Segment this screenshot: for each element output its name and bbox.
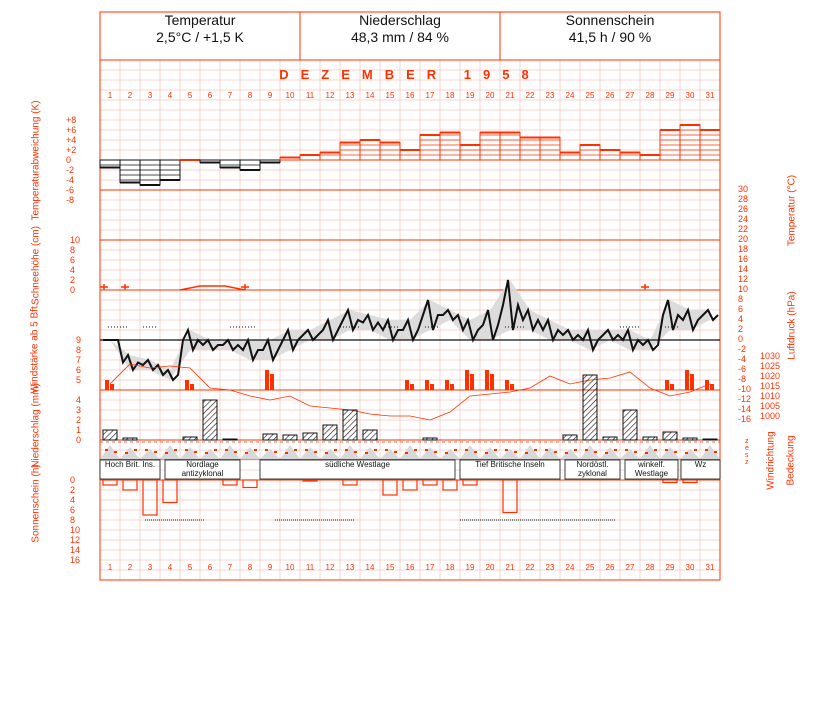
day-label-bottom: 2 [127, 563, 133, 572]
precip-bar [603, 437, 617, 440]
snow-tick: 4 [70, 265, 76, 275]
header-sunshine [500, 12, 720, 60]
day-label-bottom: 4 [167, 563, 173, 572]
wind-tick: 9 [76, 335, 82, 345]
day-label-bottom: 31 [705, 563, 715, 572]
temperature-label: Temperatur (°C) [786, 174, 798, 247]
precip-label: Niederschlag (mm) [30, 383, 42, 468]
precip-bar [343, 410, 357, 440]
sunshine-tick: 6 [70, 505, 76, 515]
day-label-bottom: 5 [187, 563, 193, 572]
day-label-bottom: 10 [285, 563, 295, 572]
day-label-bottom: 24 [565, 563, 575, 572]
temp-anomaly-bar [220, 160, 240, 168]
wind-bar [190, 384, 194, 390]
precip-bar [263, 434, 277, 440]
day-label-bottom: 15 [385, 563, 395, 572]
sunshine-tick: 14 [70, 545, 81, 555]
wind-label: Windstärke ab 5 Bft. [29, 303, 41, 394]
temperature-tick: 22 [738, 224, 749, 234]
day-label-top: 2 [127, 91, 133, 100]
pressure-tick: 1005 [760, 401, 781, 411]
day-label-top: 10 [285, 91, 295, 100]
day-label-top: 28 [645, 91, 655, 100]
wind-bar [470, 374, 474, 390]
day-label-bottom: 19 [465, 563, 475, 572]
wind-bar [185, 380, 189, 390]
snow-tick: 10 [70, 235, 81, 245]
temp-anomaly-bar [420, 135, 440, 160]
day-label-top: 6 [207, 91, 213, 100]
header-temperature [100, 12, 300, 60]
precip-tick: 1 [76, 425, 82, 435]
sunshine-tick: 16 [70, 555, 81, 565]
precip-bar [563, 435, 577, 440]
wind-bar [670, 384, 674, 390]
wind-bar [490, 374, 494, 390]
weather-type-label: südliche Westlage [325, 460, 390, 469]
temp-anomaly-bar [500, 133, 520, 161]
temperature-tick: 4 [738, 314, 744, 324]
wind-bar [265, 370, 269, 390]
sunshine-bar [683, 480, 697, 483]
precip-bar [303, 433, 317, 440]
day-label-top: 18 [445, 91, 455, 100]
day-label-top: 7 [227, 91, 233, 100]
snow-label: Schneehöhe (cm) [30, 226, 42, 305]
sunshine-tick: 12 [70, 535, 81, 545]
day-label-top: 29 [665, 91, 675, 100]
temperature-tick: 30 [738, 184, 749, 194]
wind-tick: 6 [76, 365, 82, 375]
sunshine-bar [243, 480, 257, 488]
wind-bar [405, 380, 409, 390]
temperature-tick: 28 [738, 194, 749, 204]
day-label-top: 11 [305, 91, 315, 100]
day-label-top: 30 [685, 91, 695, 100]
precip-bar [683, 438, 697, 440]
precip-bar [623, 410, 637, 440]
wind-bar [110, 384, 114, 390]
precip-bar [323, 425, 337, 440]
temp-anomaly-bar [540, 138, 560, 161]
wind-bar [105, 380, 109, 390]
day-label-top: 19 [465, 91, 475, 100]
day-label-top: 5 [187, 91, 193, 100]
month-title: DEZEMBER 1958 [279, 67, 541, 82]
sunshine-bar [503, 480, 517, 513]
sunshine-tick: 10 [70, 525, 81, 535]
day-label-top: 26 [605, 91, 615, 100]
wind-bar [465, 370, 469, 390]
precip-bar [123, 438, 137, 440]
day-label-top: 4 [167, 91, 173, 100]
wind-bar [450, 384, 454, 390]
sun-label: Sonnenschein (h) [30, 464, 42, 543]
snow-depth-line [180, 286, 245, 290]
precip-bar [283, 435, 297, 440]
temp-anomaly-tick: +8 [66, 115, 77, 125]
sunshine-bar [403, 480, 417, 490]
weather-type-label: Hoch Brit. Ins. [104, 460, 156, 469]
precip-bar [183, 437, 197, 440]
day-label-bottom: 12 [325, 563, 335, 572]
day-label-top: 9 [267, 91, 273, 100]
day-label-top: 31 [705, 91, 715, 100]
sunshine-bar [343, 480, 357, 485]
temperature-tick: 26 [738, 204, 749, 214]
temperature-tick: -16 [738, 414, 752, 424]
day-label-top: 27 [625, 91, 635, 100]
sunshine-bar [223, 480, 237, 485]
temperature-tick: 20 [738, 234, 749, 244]
temp-anomaly-bar [560, 153, 580, 161]
precip-bar [223, 439, 237, 440]
sunshine-bar [443, 480, 457, 490]
day-label-bottom: 8 [247, 563, 253, 572]
wind-bar [270, 374, 274, 390]
wind-direction-tick: z [745, 459, 749, 466]
precip-tick: 4 [76, 395, 82, 405]
wind-bar [430, 384, 434, 390]
day-label-top: 13 [345, 91, 355, 100]
temperature-tick: -10 [738, 384, 752, 394]
day-label-bottom: 30 [685, 563, 695, 572]
day-label-bottom: 23 [545, 563, 555, 572]
sunshine-bar [663, 480, 677, 483]
temp-anomaly-bar [120, 160, 140, 183]
temperature-tick: 12 [738, 274, 749, 284]
weather-type-label: winkelf. Westlage [634, 460, 669, 478]
cloud-cover-band [100, 445, 720, 459]
wind-bar [445, 380, 449, 390]
wind-direction-label: Windrichtung [765, 431, 777, 490]
snow-tick: 6 [70, 255, 76, 265]
weather-type-label: Tief Britische Inseln [475, 460, 545, 469]
sunshine-tick: 8 [70, 515, 76, 525]
precip-bar [643, 437, 657, 440]
day-label-bottom: 22 [525, 563, 535, 572]
temperature-tick: 14 [738, 264, 749, 274]
weather-type-label: Wz [694, 460, 707, 469]
wind-tick: 5 [76, 375, 82, 385]
day-label-top: 3 [147, 91, 153, 100]
temp-anomaly-bar [460, 145, 480, 160]
header-sunshine-value: 41,5 h / 90 % [568, 29, 652, 45]
wind-bar [510, 384, 514, 390]
pressure-tick: 1015 [760, 381, 781, 391]
wind-bar [685, 370, 689, 390]
temp-anomaly-tick: 0 [66, 155, 72, 165]
temp-anomaly-bar [520, 138, 540, 161]
day-label-bottom: 21 [505, 563, 515, 572]
wind-bar [505, 380, 509, 390]
day-label-top: 14 [365, 91, 375, 100]
day-label-bottom: 26 [605, 563, 615, 572]
day-label-top: 12 [325, 91, 335, 100]
wind-bar [425, 380, 429, 390]
temp-anomaly-tick: +2 [66, 145, 77, 155]
temp-anomaly-tick: +4 [66, 135, 77, 145]
temperature-tick: 6 [738, 304, 744, 314]
day-label-bottom: 11 [305, 563, 315, 572]
pressure-tick: 1020 [760, 371, 781, 381]
wind-direction-tick: z [745, 438, 749, 445]
temp-anomaly-tick: -4 [66, 175, 75, 185]
temp-anomaly-bar [440, 133, 460, 161]
temp-anomaly-bar [100, 160, 120, 168]
sunshine-bar [383, 480, 397, 495]
day-label-top: 25 [585, 91, 595, 100]
temperature-tick: -14 [738, 404, 752, 414]
day-label-bottom: 28 [645, 563, 655, 572]
day-label-top: 15 [385, 91, 395, 100]
header-sunshine-title: Sonnenschein [565, 12, 655, 28]
precip-bar [423, 438, 437, 440]
sunshine-bar [303, 480, 317, 481]
day-label-bottom: 25 [585, 563, 595, 572]
temperature-tick: 8 [738, 294, 744, 304]
day-label-bottom: 27 [625, 563, 635, 572]
day-label-bottom: 1 [107, 563, 113, 572]
wind-direction-tick: s [745, 452, 749, 459]
temperature-tick: 16 [738, 254, 749, 264]
weather-type-label: Nordlage antizyklonal [181, 460, 224, 478]
sunshine-bar [103, 480, 117, 485]
wind-tick: 7 [76, 355, 82, 365]
sunshine-tick: 2 [70, 485, 76, 495]
day-label-top: 16 [405, 91, 415, 100]
temperature-tick: 2 [738, 324, 744, 334]
header-temperature-title: Temperatur [164, 12, 236, 28]
wind-tick: 8 [76, 345, 82, 355]
day-label-top: 23 [545, 91, 555, 100]
precip-bar [583, 375, 597, 440]
temp-anomaly-bar [620, 153, 640, 161]
precip-bar [363, 430, 377, 440]
header-temperature-value: 2,5°C / +1,5 K [156, 29, 244, 45]
precip-tick: 0 [76, 435, 82, 445]
temp-anomaly-bar [580, 145, 600, 160]
day-label-bottom: 3 [147, 563, 153, 572]
temperature-tick: -2 [738, 344, 747, 354]
day-label-bottom: 7 [227, 563, 233, 572]
day-label-bottom: 16 [405, 563, 415, 572]
day-label-top: 24 [565, 91, 575, 100]
snow-tick: 2 [70, 275, 76, 285]
temp-anomaly-bar [480, 133, 500, 161]
header-precipitation-value: 48,3 mm / 84 % [350, 29, 450, 45]
day-label-top: 17 [425, 91, 435, 100]
day-label-top: 21 [505, 91, 515, 100]
snow-tick: 0 [70, 285, 76, 295]
temperature-tick: -8 [738, 374, 747, 384]
day-label-bottom: 18 [445, 563, 455, 572]
wind-bar [410, 384, 414, 390]
temp-anomaly-tick: +6 [66, 125, 77, 135]
pressure-tick: 1000 [760, 411, 781, 421]
day-label-bottom: 20 [485, 563, 495, 572]
pressure-tick: 1025 [760, 361, 781, 371]
sunshine-bar [463, 480, 477, 485]
day-label-top: 1 [107, 91, 113, 100]
temperature-tick: 18 [738, 244, 749, 254]
temperature-tick: -6 [738, 364, 747, 374]
sunshine-tick: 4 [70, 495, 76, 505]
header-precipitation-title: Niederschlag [359, 12, 441, 28]
precip-bar [103, 430, 117, 440]
sunshine-tick: 0 [70, 475, 76, 485]
temperature-tick: 10 [738, 284, 749, 294]
temp-anomaly-bar [320, 153, 340, 161]
day-label-top: 22 [525, 91, 535, 100]
precip-bar [203, 400, 217, 440]
temperature-tick: -4 [738, 354, 747, 364]
precip-bar [663, 432, 677, 440]
day-label-bottom: 17 [425, 563, 435, 572]
day-label-top: 8 [247, 91, 253, 100]
wind-direction-tick: e [745, 445, 749, 452]
precip-bar [703, 439, 717, 440]
weather-type-label: Nordöstl. zyklonal [576, 460, 609, 478]
temperature-tick: -12 [738, 394, 752, 404]
temp-anomaly-tick: -2 [66, 165, 75, 175]
day-label-bottom: 9 [267, 563, 273, 572]
temp-anomaly-tick: -8 [66, 195, 75, 205]
wind-bar [710, 384, 714, 390]
snow-tick: 8 [70, 245, 76, 255]
sunshine-bar [163, 480, 177, 503]
day-label-bottom: 13 [345, 563, 355, 572]
precip-tick: 3 [76, 405, 82, 415]
wind-bar [485, 370, 489, 390]
cloud-cover-label: Bedeckung [785, 435, 797, 486]
temp-anomaly-bar [140, 160, 160, 185]
temperature-tick: 0 [738, 334, 744, 344]
pressure-tick: 1030 [760, 351, 781, 361]
day-label-top: 20 [485, 91, 495, 100]
header-precipitation [300, 12, 500, 60]
day-label-bottom: 29 [665, 563, 675, 572]
wind-bar [665, 380, 669, 390]
wind-bar [690, 374, 694, 390]
temp-anomaly-label: Temperaturabweichung (K) [30, 100, 42, 221]
sunshine-bar [123, 480, 137, 490]
sunshine-bar [423, 480, 437, 485]
pressure-tick: 1010 [760, 391, 781, 401]
temp-anomaly-tick: -6 [66, 185, 75, 195]
precip-tick: 2 [76, 415, 82, 425]
pressure-label: Luftdruck (hPa) [786, 291, 798, 360]
day-label-bottom: 6 [207, 563, 213, 572]
temperature-tick: 24 [738, 214, 749, 224]
day-label-bottom: 14 [365, 563, 375, 572]
